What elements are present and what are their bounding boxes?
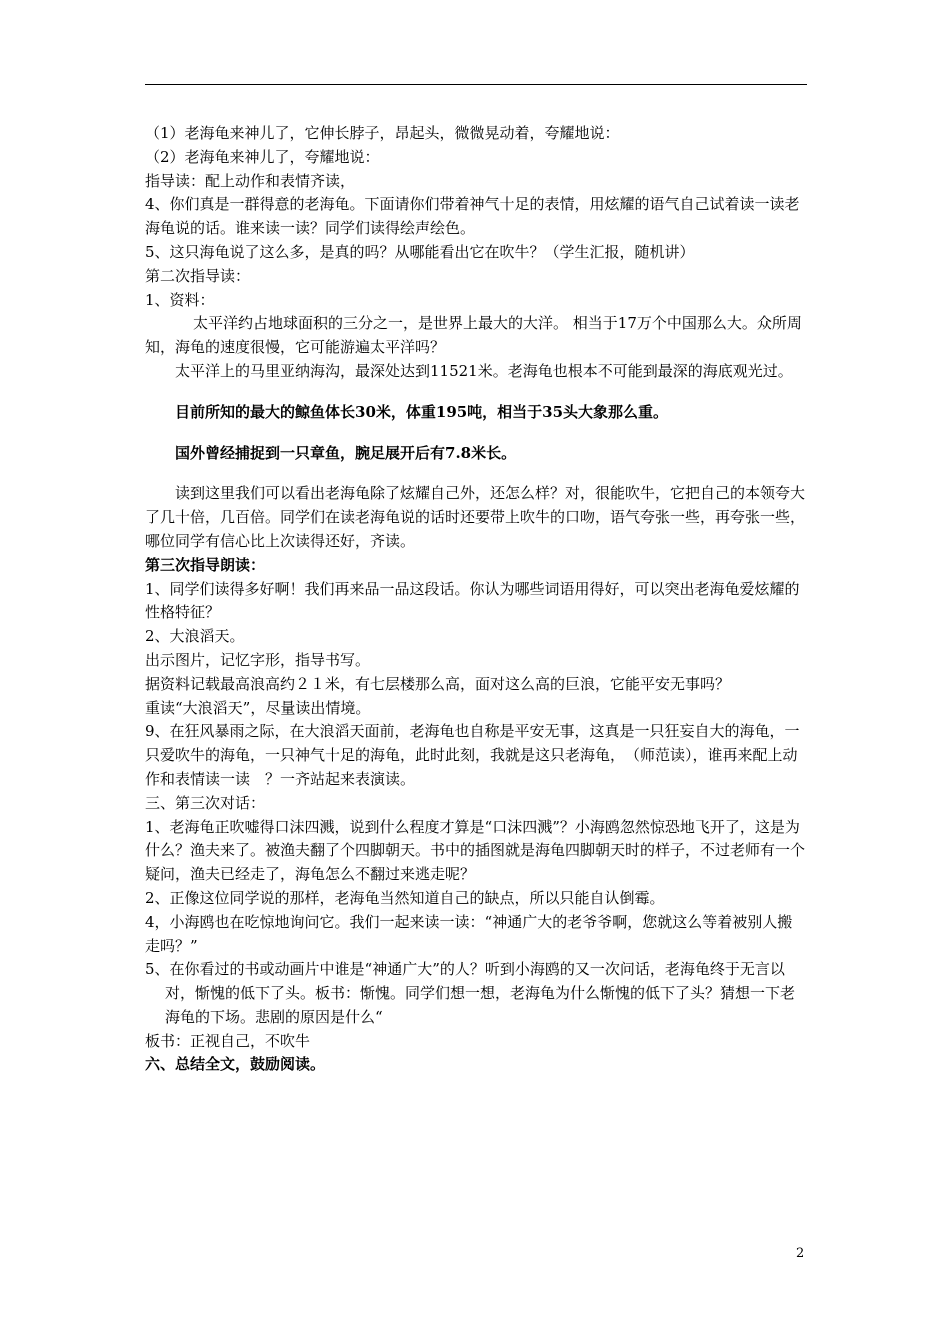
- section-heading: 六、总结全文，鼓励阅读。: [145, 1055, 326, 1074]
- page-number: 2: [796, 1246, 805, 1261]
- paragraph: 4，小海鸥也在吃惊地询问它。我们一起来读一读：“神通广大的老爷爷啊，您就这么等着被别人搬走吗？”: [145, 912, 793, 955]
- paragraph: （2）老海龟来神儿了，夸耀地说：: [145, 147, 380, 166]
- paragraph: 板书：正视自己，不吹牛: [145, 1031, 311, 1050]
- paragraph: 2、正像这位同学说的那样，老海龟当然知道自己的缺点，所以只能自认倒霉。: [145, 888, 665, 907]
- paragraph: 5、这只海龟说了这么多，是真的吗？从哪能看出它在吹牛？（学生汇报，随机讲）: [145, 242, 695, 261]
- document-body: [145, 122, 807, 1077]
- paragraph: 5、在你看过的书或动画片中谁是“神通广大”的人？听到小海鸥的又一次问话，老海龟终于无言以对，惭愧的低下了头。板书：惭愧。同学们想一想，老海龟为什么惭愧的低下了头？猜想一下老海龟的下场。悲剧的原因是什么“: [145, 960, 796, 1026]
- paragraph: 太平洋上的马里亚纳海沟，最深处达到11521米。老海龟也根本不可能到最深的海底观光过。: [175, 361, 793, 380]
- paragraph: 9、在狂风暴雨之际，在大浪滔天面前，老海龟也自称是平安无事，这真是一只狂妄自大的海龟，一只爱吹牛的海龟，一只神气十足的海龟，此时此刻，我就是这只老海龟， （师范读），谁再来配上动作和表情读一读 ？一齐站起来表演读。: [145, 722, 800, 788]
- paragraph: 重读“大浪滔天”，尽量读出情境。: [145, 698, 371, 717]
- paragraph: 据资料记载最高浪高约２１米，有七层楼那么高，面对这么高的巨浪，它能平安无事吗？: [145, 674, 731, 693]
- paragraph: 读到这里我们可以看出老海龟除了炫耀自己外，还怎么样？对，很能吹牛，它把自己的本领夸大了几十倍，几百倍。同学们在读老海龟说的话时还要带上吹牛的口吻，语气夸张一些，再夸张一些，哪位同学有信心比上次读得还好，齐读。: [145, 484, 806, 550]
- bold-fact: 国外曾经捕捉到一只章鱼，腕足展开后有7.8米长。: [175, 443, 517, 462]
- header-rule: [145, 84, 807, 85]
- paragraph: 出示图片，记忆字形，指导书写。: [145, 650, 371, 669]
- section-heading: 三、第三次对话：: [145, 793, 266, 812]
- paragraph: 1、老海龟正吹嘘得口沫四溅，说到什么程度才算是“口沫四溅”？小海鸥忽然惊恐地飞开了，这是为什么？渔夫来了。被渔夫翻了个四脚朝天。书中的插图就是海龟四脚朝天时的样子，不过老师有一个疑问，渔夫已经走了，海龟怎么不翻过来逃走呢？: [145, 817, 806, 884]
- paragraph: （1）老海龟来神儿了，它伸长脖子，昂起头，微微晃动着，夸耀地说：: [145, 124, 620, 142]
- paragraph: 2、大浪滔天。: [145, 627, 245, 646]
- section-heading: 第三次指导朗读：: [145, 555, 266, 574]
- bold-fact: 目前所知的最大的鲸鱼体长30米，体重195吨，相当于35头大象那么重。: [175, 402, 669, 421]
- paragraph: 1、同学们读得多好啊！我们再来品一品这段话。你认为哪些词语用得好，可以突出老海龟爱炫耀的性格特征？: [145, 579, 800, 622]
- paragraph: 太平洋约占地球面积的三分之一，是世界上最大的大洋。 相当于17万个中国那么大。众所周知，海龟的速度很慢，它可能游遍太平洋吗？: [145, 314, 802, 357]
- paragraph: 指导读：配上动作和表情齐读，: [145, 171, 356, 190]
- paragraph: 4、你们真是一群得意的老海龟。下面请你们带着神气十足的表情，用炫耀的语气自己试着读一读老海龟说的话。谁来读一读？同学们读得绘声绘色。: [145, 195, 800, 238]
- section-heading: 第二次指导读：: [145, 266, 251, 285]
- paragraph: 1、资料：: [145, 290, 215, 309]
